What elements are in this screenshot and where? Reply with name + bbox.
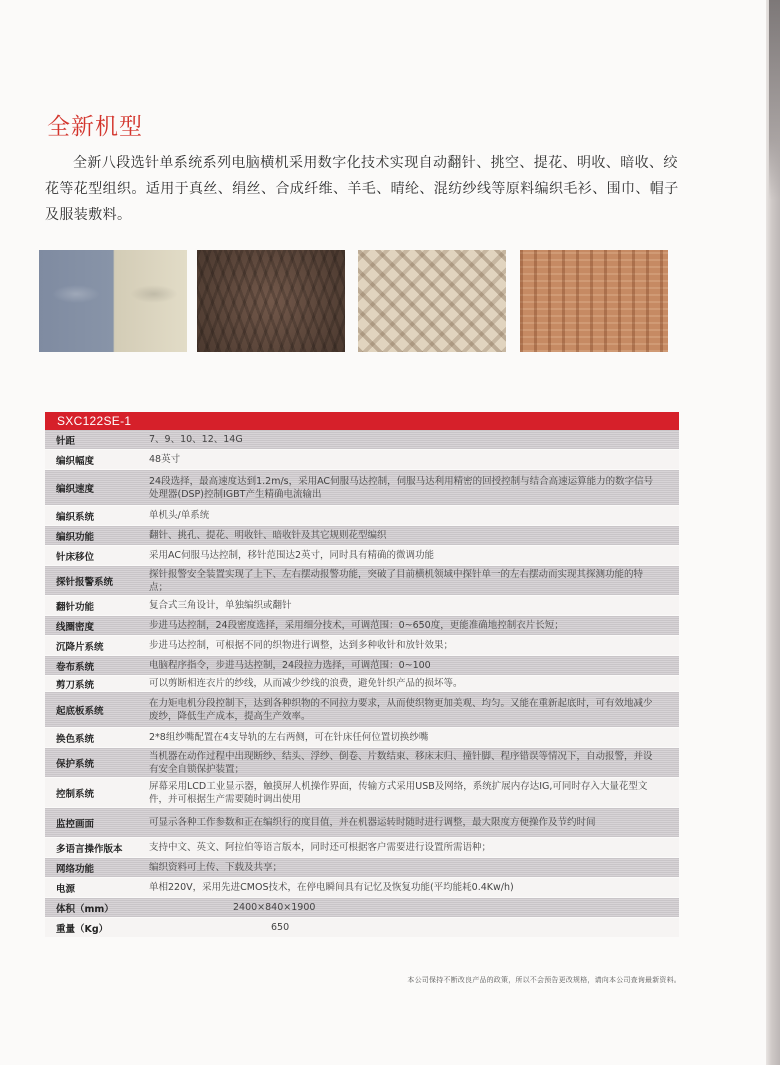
spec-row [45, 748, 679, 778]
spec-value: 2*8组纱嘴配置在4支导轨的左右两侧，可在针床任何位置切换纱嘴 [149, 732, 429, 743]
spec-row [45, 676, 679, 692]
page-edge-shadow [769, 0, 780, 200]
spec-row [45, 566, 679, 596]
spec-value: 屏幕采用LCD工业显示器，触摸屏人机操作界面，传输方式采用USB及网络，系统扩展内存达IG,可同时存入大量花型文件，并可根据生产需要随时调出使用 [149, 780, 648, 805]
spec-label: 多语言操作版本 [56, 843, 123, 855]
intro-paragraph: 全新八段选针单系统系列电脑横机采用数字化技术实现自动翻针、挑空、提花、明收、暗收、绞花等花型组织。适用于真丝、绢丝、合成纤维、羊毛、晴纶、混纺纱线等原料编织毛衫、围巾、帽子及服装敷料。 [45, 155, 679, 223]
spec-row [45, 728, 679, 748]
spec-label: 重量（Kg） [56, 923, 109, 935]
spec-value: 在力矩电机分段控制下，达到各种织物的不同拉力要求，从而使织物更加美观、均匀。又能在重新起底时，可有效地减少废纱，降低生产成本，提高生产效率。 [149, 697, 653, 722]
spec-value: 24段选择，最高速度达到1.2m/s，采用AC伺服马达控制，伺服马达利用精密的回授控制与结合高速运算能力的数字信号处理器(DSP)控制IGBT产生精确电流输出 [149, 475, 654, 500]
spec-label: 编织幅度 [56, 455, 95, 467]
spec-label: 网络功能 [56, 863, 95, 875]
disclaimer-note: 本公司保持不断改良产品的政策，所以不会预告更改规格，请向本公司查询最新资料。 [407, 976, 681, 984]
spec-value: 单机头/单系统 [149, 510, 210, 521]
spec-label: 编织速度 [56, 483, 95, 495]
spec-row [45, 692, 679, 728]
spec-value: 编织资料可上传、下载及共享； [149, 862, 283, 873]
spec-table [45, 412, 679, 938]
spec-label: 监控画面 [56, 818, 95, 830]
spec-row [45, 898, 679, 918]
fabric-sample-lattice-cream-image [358, 250, 506, 352]
spec-label: 线圈密度 [56, 621, 95, 633]
page-edge-strip [766, 0, 780, 1065]
spec-row [45, 430, 679, 450]
spec-row [45, 778, 679, 808]
fabric-sample-jacquard-image [39, 250, 187, 352]
spec-label: 电源 [56, 883, 76, 895]
spec-row [45, 878, 679, 898]
spec-value: 步进马达控制，24段密度选择，采用细分技术，可调范围：0~650度，更能准确地控制衣片长短； [149, 620, 564, 631]
spec-value: 650 [271, 922, 290, 933]
spec-label: 起底板系统 [56, 705, 104, 717]
spec-value: 可显示各种工作参数和正在编织行的度目值，并在机器运转时随时进行调整，最大限度方便操作及节约时间 [149, 817, 596, 828]
spec-label: 探针报警系统 [56, 576, 114, 588]
spec-value: 当机器在动作过程中出现断纱、结头、浮纱、倒卷、片数结束、移床末归、撞针脚、程序错误等情况下，自动报警，并设有安全自锁保护装置； [149, 750, 653, 775]
spec-label: 剪刀系统 [56, 679, 95, 691]
spec-value: 探针报警安全装置实现了上下、左右摆动报警功能，突破了目前横机领域中探针单一的左右摆动而实现其探测功能的特点； [149, 568, 644, 593]
spec-label: 翻针功能 [56, 601, 95, 613]
spec-row [45, 546, 679, 566]
fabric-sample-rib-tan-image [520, 250, 668, 352]
spec-row [45, 450, 679, 470]
spec-label: 控制系统 [56, 788, 95, 800]
page-title: 全新机型 [47, 114, 143, 140]
spec-value: 2400×840×1900 [233, 902, 316, 913]
spec-label: 换色系统 [56, 733, 95, 745]
spec-value: 可以剪断相连衣片的纱线，从而减少纱线的浪费，避免针织产品的损坏等。 [149, 678, 463, 689]
model-header: SXC122SE-1 [45, 412, 679, 430]
spec-label: 针距 [56, 435, 76, 447]
spec-value: 复合式三角设计，单独编织或翻针 [149, 600, 292, 611]
spec-row [45, 506, 679, 526]
spec-value: 步进马达控制，可根据不同的织物进行调整，达到多种收针和放针效果； [149, 640, 454, 651]
spec-label: 体积（mm） [56, 903, 114, 915]
spec-label: 卷布系统 [56, 661, 95, 673]
spec-value: 电脑程序指令，步进马达控制，24段拉力选择，可调范围：0~100 [149, 660, 431, 671]
spec-row [45, 470, 679, 506]
spec-value: 单相220V，采用先进CMOS技术，在停电瞬间具有记忆及恢复功能(平均能耗0.4Kw/h) [149, 882, 514, 893]
spec-label: 编织功能 [56, 531, 95, 543]
spec-row [45, 596, 679, 616]
spec-row [45, 808, 679, 838]
spec-row [45, 636, 679, 656]
spec-label: 沉降片系统 [56, 641, 104, 653]
spec-value: 7、9、10、12、14G [149, 434, 243, 445]
spec-value: 支持中文、英文、阿拉伯等语言版本，同时还可根据客户需要进行设置所需语种； [149, 842, 492, 853]
spec-label: 编织系统 [56, 511, 95, 523]
spec-value: 48英寸 [149, 454, 181, 465]
spec-row [45, 526, 679, 546]
fabric-sample-cable-brown-image [197, 250, 345, 352]
spec-value: 翻针、挑孔、提花、明收针、暗收针及其它规则花型编织 [149, 530, 387, 541]
spec-label: 保护系统 [56, 758, 95, 770]
spec-row [45, 616, 679, 636]
spec-row [45, 918, 679, 938]
spec-label: 针床移位 [56, 551, 95, 563]
spec-row [45, 858, 679, 878]
spec-row [45, 838, 679, 858]
spec-row [45, 656, 679, 676]
spec-rows [45, 430, 679, 938]
spec-value: 采用AC伺服马达控制，移针范围达2英寸，同时具有精确的微调功能 [149, 550, 435, 561]
